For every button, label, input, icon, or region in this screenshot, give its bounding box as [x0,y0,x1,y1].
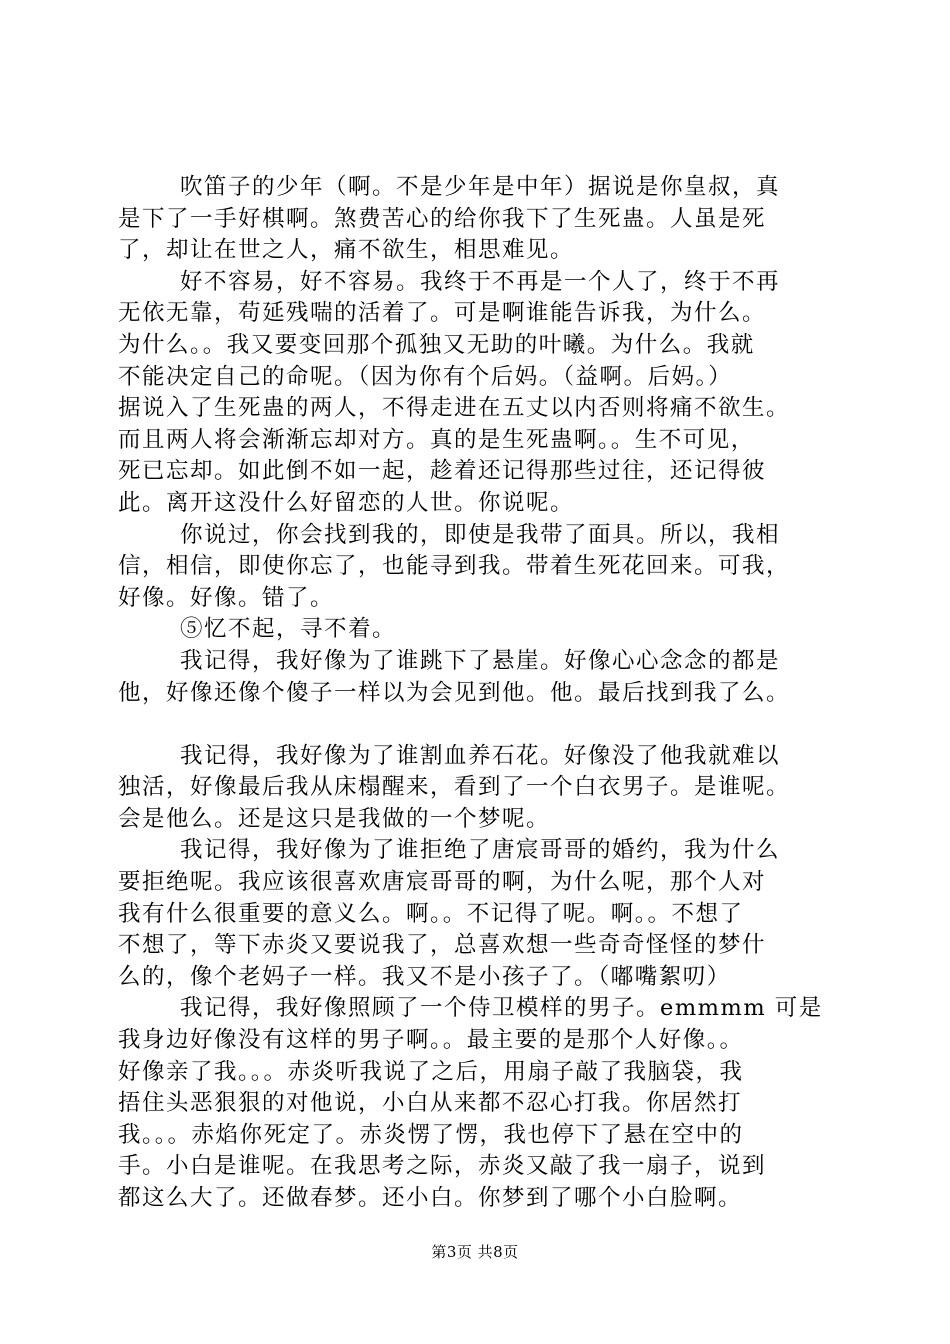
text-line: 我。。。赤焰你死定了。赤炎愣了愣，我也停下了悬在空中的 [118,1121,744,1148]
text-line: 信，相信，即使你忘了，也能寻到我。带着生死花回来。可我， [118,553,791,580]
text-line: 我记得，我好像为了谁跳下了悬崖。好像心心念念的都是 [180,647,781,674]
text-line: 死已忘却。如此倒不如一起，趁着还记得那些过往，还记得彼 [118,458,767,485]
text-line: ⑤忆不起，寻不着。 [180,616,397,643]
blank-line [118,709,858,741]
text-line: 独活，好像最后我从床榻醒来，看到了一个白衣男子。是谁呢。 [118,774,791,801]
text-line: 我记得，我好像为了谁拒绝了唐宸哥哥的婚约，我为什么 [180,837,781,864]
text-line: 手。小白是谁呢。在我思考之际，赤炎又敲了我一扇子，说到 [118,1153,767,1180]
body-text [118,172,858,1215]
text-line: 捂住头恶狠狠的对他说，小白从来都不忍心打我。你居然打 [118,1090,743,1117]
text-line: 无依无靠，苟延残喘的活着了。可是啊谁能告诉我，为什么。 [118,300,767,327]
text-line: 是下了一手好棋啊。煞费苦心的给你我下了生死蛊。人虽是死 [118,205,767,232]
page-footer: 第3页 共8页 [431,1243,519,1261]
text-line: 据说入了生死蛊的两人，不得走进在五丈以内否则将痛不欲生。 [118,395,791,422]
text-line: 好像。好像。错了。 [118,584,335,611]
text-line: 吹笛子的少年（啊。不是少年是中年）据说是你皇叔，真 [180,174,781,200]
text-line: 不想了，等下赤炎又要说我了，总喜欢想一些奇奇怪怪的梦什 [118,932,767,959]
text-line: 而且两人将会渐渐忘却对方。真的是生死蛊啊。。生不可见， [118,426,755,453]
text-line: 为什么。。我又要变回那个孤独又无助的叶曦。为什么。我就 [118,331,755,358]
text-line: 好不容易，好不容易。我终于不再是一个人了，终于不再 [180,268,781,295]
text-line: 不能决定自己的命呢。（因为你有个后妈。（益啊。后妈。） [118,363,733,390]
text-line: 我记得，我好像照顾了一个侍卫模样的男子。emmmm 可是 [180,995,823,1022]
text-line: 你说过，你会找到我的，即使是我带了面具。所以，我相 [180,521,781,548]
text-line: 好像亲了我。。。赤炎听我说了之后，用扇子敲了我脑袋，我 [118,1058,744,1085]
text-line: 要拒绝呢。我应该很喜欢唐宸哥哥的啊，为什么呢，那个人对 [118,869,767,896]
text-line: 我记得，我好像为了谁割血养石花。好像没了他我就难以 [180,742,781,769]
text-line: 么的，像个老妈子一样。我又不是小孩子了。（嘟嘴絮叨） [118,963,731,990]
text-line: 我身边好像没有这样的男子啊。。最主要的是那个人好像。。 [118,1027,744,1054]
text-line: 会是他么。还是这只是我做的一个梦呢。 [118,805,551,832]
text-line: 他，好像还像个傻子一样以为会见到他。他。最后找到我了么。 [118,679,791,706]
text-line: 此。离开这没什么好留恋的人世。你说呢。 [118,489,575,516]
text-line: 都这么大了。还做春梦。还小白。你梦到了哪个小白脸啊。 [118,1185,743,1211]
text-line: 了，却让在世之人，痛不欲生，相思难见。 [118,237,575,264]
text-line: 我有什么很重要的意义么。啊。。不记得了呢。啊。。不想了 [118,900,744,927]
